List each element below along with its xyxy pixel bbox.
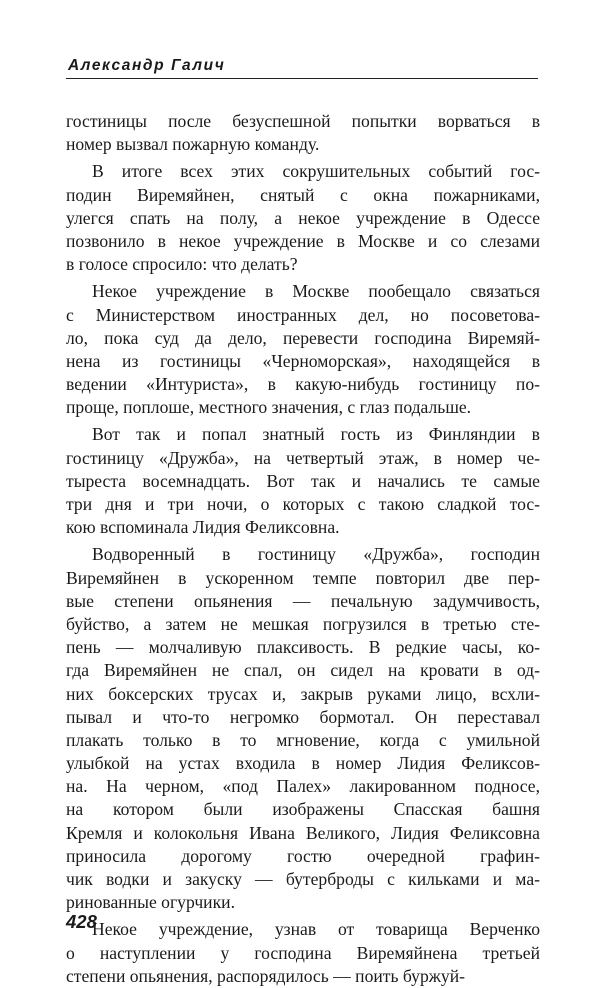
paragraph (66, 918, 540, 988)
text-line: в голосе спросило: что делать? (66, 254, 298, 275)
text-line: гостиницу «Дружба», на четвертый этаж, в номер че- (66, 447, 540, 468)
paragraph (66, 423, 540, 539)
text-line: на. На черном, «под Палех» лакированном подносе, (66, 776, 540, 797)
text-line: плакать только в то мгновение, когда с умильной (66, 729, 540, 750)
text-line: Кремля и колокольня Ивана Великого, Лидия Феликсовна (66, 822, 540, 843)
text-line: с Министерством иностранных дел, но посоветова- (66, 304, 540, 325)
text-line: приносила дорогому гостю очередной графин- (66, 845, 540, 866)
paragraph (66, 160, 540, 276)
text-line: улыбкой на устах входила в номер Лидия Феликсов- (66, 753, 540, 774)
text-line: улегся спать на полу, а некое учреждение в Одессе (66, 207, 540, 228)
text-line: нена из гостиницы «Черноморская», находящейся в (66, 350, 540, 371)
text-line: буйство, а затем не мешкая погрузился в третью сте- (66, 613, 540, 634)
text-line: позвонило в некое учреждение в Москве и со слезами (66, 230, 540, 251)
text-line: о наступлении у господина Виремяйнена третьей (66, 942, 540, 963)
text-line: ринованные огурчики. (66, 892, 235, 913)
text-line: гостиницы после безуспешной попытки ворваться в (66, 111, 540, 131)
running-header (66, 56, 538, 79)
text-line: на котором были изображены Спасская башня (66, 799, 540, 820)
paragraph (66, 280, 540, 419)
text-line: ло, пока суд да дело, перевести господина Виремяй- (66, 327, 540, 348)
text-line: В итоге всех этих сокрушительных событий гос- (92, 161, 540, 182)
text-line: Виремяйнен в ускоренном темпе повторил две пер- (66, 567, 540, 588)
text-line: ведении «Интуриста», в какую-нибудь гостиницу по- (66, 374, 540, 395)
text-line: Вот так и попал знатный гость из Финляндии в (92, 424, 540, 445)
text-line: три дня и три ночи, о которых с такою сладкой тос- (66, 494, 540, 514)
text-line: кою вспоминала Лидия Феликсовна. (66, 517, 340, 538)
text-line: вые степени опьянения — печальную задумчивость, (66, 590, 540, 611)
text-line: номер вызвал пожарную команду. (66, 134, 320, 155)
text-line: них боксерских трусах и, закрыв руками лицо, всхли- (66, 683, 540, 704)
text-line: Некое учреждение в Москве пообещало связаться (92, 281, 540, 302)
text-line: проще, поплоше, местного значения, с глаз подальше. (66, 397, 472, 418)
text-line: Некое учреждение, узнав от товарища Верченко (92, 919, 540, 940)
page-number: 428 (66, 911, 97, 932)
text-line: подин Виремяйнен, снятый с окна пожарниками, (66, 184, 540, 205)
text-line: Водворенный в гостиницу «Дружба», господин (92, 544, 540, 565)
text-line: гда Виремяйнен не спал, он сидел на кровати в од- (66, 660, 540, 681)
paragraph (66, 110, 540, 156)
paragraph (66, 543, 540, 914)
text-line: пень — молчаливую плаксивость. В редкие часы, ко- (66, 637, 540, 658)
text-line: пывал и что-то негромко бормотал. Он переставал (66, 706, 540, 727)
text-line: тыреста восемнадцать. Вот так и начались те самые (66, 470, 540, 491)
body-text (66, 110, 540, 988)
author-name: Александр Галич (68, 57, 226, 74)
text-line: чик водки и закуску — бутерброды с кильками и ма- (66, 869, 540, 889)
text-line: степени опьянения, распорядилось — поить буржуй- (66, 965, 465, 986)
